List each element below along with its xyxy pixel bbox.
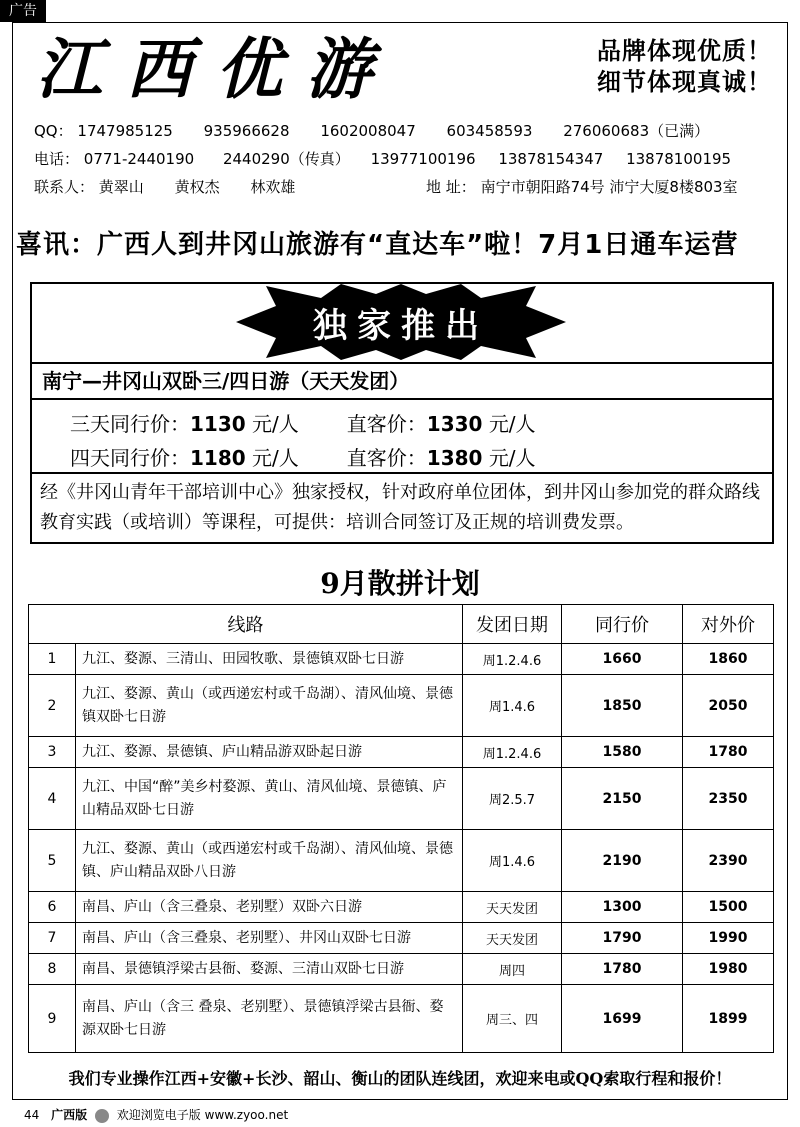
row-date: 周1.4.6 xyxy=(463,830,562,892)
row-public-price: 2390 xyxy=(683,830,774,892)
page-footer xyxy=(24,1106,288,1123)
brand-logo: 江西优游 xyxy=(36,30,396,108)
row-number: 2 xyxy=(29,675,76,737)
direct-price-value: 1380 xyxy=(426,446,483,470)
table-row xyxy=(29,954,774,985)
phone-number: 2440290（传真） xyxy=(222,150,350,168)
row-date: 周1.4.6 xyxy=(463,675,562,737)
address-line xyxy=(426,176,738,197)
page-number: 44 xyxy=(24,1108,40,1122)
direct-price-label: 直客价： xyxy=(346,412,427,436)
table-row xyxy=(29,675,774,737)
row-date: 天天发团 xyxy=(463,923,562,954)
row-trade-price: 2190 xyxy=(562,830,683,892)
row-trade-price: 1850 xyxy=(562,675,683,737)
price-unit: 元/人 xyxy=(252,412,299,436)
row-date: 周2.5.7 xyxy=(463,768,562,830)
table-row xyxy=(29,737,774,768)
row-route: 南昌、庐山（含三叠泉、老别墅）双卧六日游 xyxy=(76,892,463,923)
qq-number: 276060683（已满） xyxy=(563,122,710,140)
contact-name: 黄翠山 xyxy=(98,178,144,196)
direct-price-value: 1330 xyxy=(426,412,483,436)
price-unit: 元/人 xyxy=(252,446,299,470)
contact-label: 联系人： xyxy=(34,178,95,196)
qq-line xyxy=(34,120,709,141)
qq-number: 935966628 xyxy=(203,122,290,140)
row-number: 1 xyxy=(29,644,76,675)
trade-price-value: 1130 xyxy=(190,412,246,436)
phone-number: 0771-2440190 xyxy=(83,150,195,168)
row-route: 南昌、庐山（含三叠泉、老别墅）、井冈山双卧七日游 xyxy=(76,923,463,954)
price-unit: 元/人 xyxy=(488,412,536,436)
row-number: 4 xyxy=(29,768,76,830)
row-trade-price: 1699 xyxy=(562,985,683,1053)
row-trade-price: 2150 xyxy=(562,768,683,830)
phone-number: 13878154347 xyxy=(498,150,604,168)
row-number: 8 xyxy=(29,954,76,985)
trade-price-value: 1180 xyxy=(190,446,246,470)
row-number: 9 xyxy=(29,985,76,1053)
address-label: 地 址： xyxy=(426,178,476,196)
promo-description: 经《井冈山青年干部培训中心》独家授权，针对政府单位团体，到井冈山参加党的群众路线教育实践（或培训）等课程，可提供：培训合同签订及正规的培训费发票。 xyxy=(32,472,772,538)
row-route: 九江、婺源、黄山（或西递宏村或千岛湖）、清风仙境、景德镇、庐山精品双卧八日游 xyxy=(76,830,463,892)
contact-line xyxy=(34,176,295,197)
ad-tag: 广告 xyxy=(0,0,46,22)
row-public-price: 2350 xyxy=(683,768,774,830)
news-headline: 喜讯：广西人到井冈山旅游有“直达车”啦！7月1日通车运营 xyxy=(16,230,739,260)
table-row xyxy=(29,644,774,675)
slogan-line-1: 品牌体现优质！ xyxy=(597,37,772,65)
table-row xyxy=(29,830,774,892)
row-public-price: 1780 xyxy=(683,737,774,768)
row-public-price: 1990 xyxy=(683,923,774,954)
slogan xyxy=(597,36,772,98)
table-row xyxy=(29,923,774,954)
qq-number: 603458593 xyxy=(446,122,533,140)
row-date: 周三、四 xyxy=(463,985,562,1053)
row-date: 天天发团 xyxy=(463,892,562,923)
row-public-price: 1899 xyxy=(683,985,774,1053)
website-url: www.zyoo.net xyxy=(204,1108,289,1122)
row-route: 九江、中国“醉”美乡村婺源、黄山、清风仙境、景德镇、庐山精品双卧七日游 xyxy=(76,768,463,830)
promo-route-title: 南宁—井冈山双卧三/四日游（天天发团） xyxy=(32,362,772,400)
footer-note: 我们专业操作江西+安徽+长沙、韶山、衡山的团队连线团，欢迎来电或QQ索取行程和报价！ xyxy=(68,1069,732,1088)
row-date: 周四 xyxy=(463,954,562,985)
phone-number: 13878100195 xyxy=(626,150,732,168)
row-route: 南昌、庐山（含三 叠泉、老别墅）、景德镇浮梁古县衙、婺源双卧七日游 xyxy=(76,985,463,1053)
header-trade-price: 同行价 xyxy=(562,605,683,644)
table-row xyxy=(29,892,774,923)
table-row xyxy=(29,768,774,830)
trade-price-label: 三天同行价： xyxy=(70,412,190,436)
row-number: 7 xyxy=(29,923,76,954)
trade-price-label: 四天同行价： xyxy=(70,446,190,470)
address-value: 南宁市朝阳路74号 沛宁大厦8楼803室 xyxy=(480,178,738,196)
table-row xyxy=(29,985,774,1053)
row-route: 九江、婺源、黄山（或西递宏村或千岛湖）、清风仙境、景德镇双卧七日游 xyxy=(76,675,463,737)
row-trade-price: 1660 xyxy=(562,644,683,675)
table-header-row xyxy=(29,605,774,644)
price-line-4day xyxy=(70,442,536,471)
browse-text: 欢迎浏览电子版 xyxy=(116,1108,201,1122)
row-trade-price: 1780 xyxy=(562,954,683,985)
header-public-price: 对外价 xyxy=(683,605,774,644)
header-date: 发团日期 xyxy=(463,605,562,644)
qq-label: QQ： xyxy=(34,122,73,140)
direct-price-label: 直客价： xyxy=(346,446,427,470)
qq-number: 1747985125 xyxy=(77,122,173,140)
row-date: 周1.2.4.6 xyxy=(463,737,562,768)
price-line-3day xyxy=(70,408,536,437)
contact-name: 林欢雄 xyxy=(250,178,296,196)
row-number: 3 xyxy=(29,737,76,768)
header-route: 线路 xyxy=(29,605,463,644)
promo-box xyxy=(30,282,774,544)
row-trade-price: 1580 xyxy=(562,737,683,768)
price-unit: 元/人 xyxy=(488,446,536,470)
qq-number: 1602008047 xyxy=(320,122,416,140)
row-public-price: 1860 xyxy=(683,644,774,675)
row-number: 6 xyxy=(29,892,76,923)
row-route: 九江、婺源、景德镇、庐山精品游双卧起日游 xyxy=(76,737,463,768)
row-public-price: 1980 xyxy=(683,954,774,985)
plan-title: 9月散拼计划 xyxy=(320,567,480,600)
row-date: 周1.2.4.6 xyxy=(463,644,562,675)
slogan-line-2: 细节体现真诚！ xyxy=(597,68,772,96)
row-public-price: 2050 xyxy=(683,675,774,737)
row-trade-price: 1300 xyxy=(562,892,683,923)
edition-label: 广西版 xyxy=(51,1108,88,1122)
edition-badge-icon xyxy=(95,1109,109,1123)
row-route: 南昌、景德镇浮梁古县衙、婺源、三清山双卧七日游 xyxy=(76,954,463,985)
exclusive-label: 独家推出 xyxy=(313,306,489,346)
row-number: 5 xyxy=(29,830,76,892)
tour-plan-table xyxy=(28,604,774,1053)
row-trade-price: 1790 xyxy=(562,923,683,954)
phone-line xyxy=(34,148,731,169)
phone-label: 电话： xyxy=(34,150,80,168)
row-route: 九江、婺源、三清山、田园牧歌、景德镇双卧七日游 xyxy=(76,644,463,675)
phone-number: 13977100196 xyxy=(370,150,476,168)
row-public-price: 1500 xyxy=(683,892,774,923)
contact-name: 黄权杰 xyxy=(174,178,220,196)
